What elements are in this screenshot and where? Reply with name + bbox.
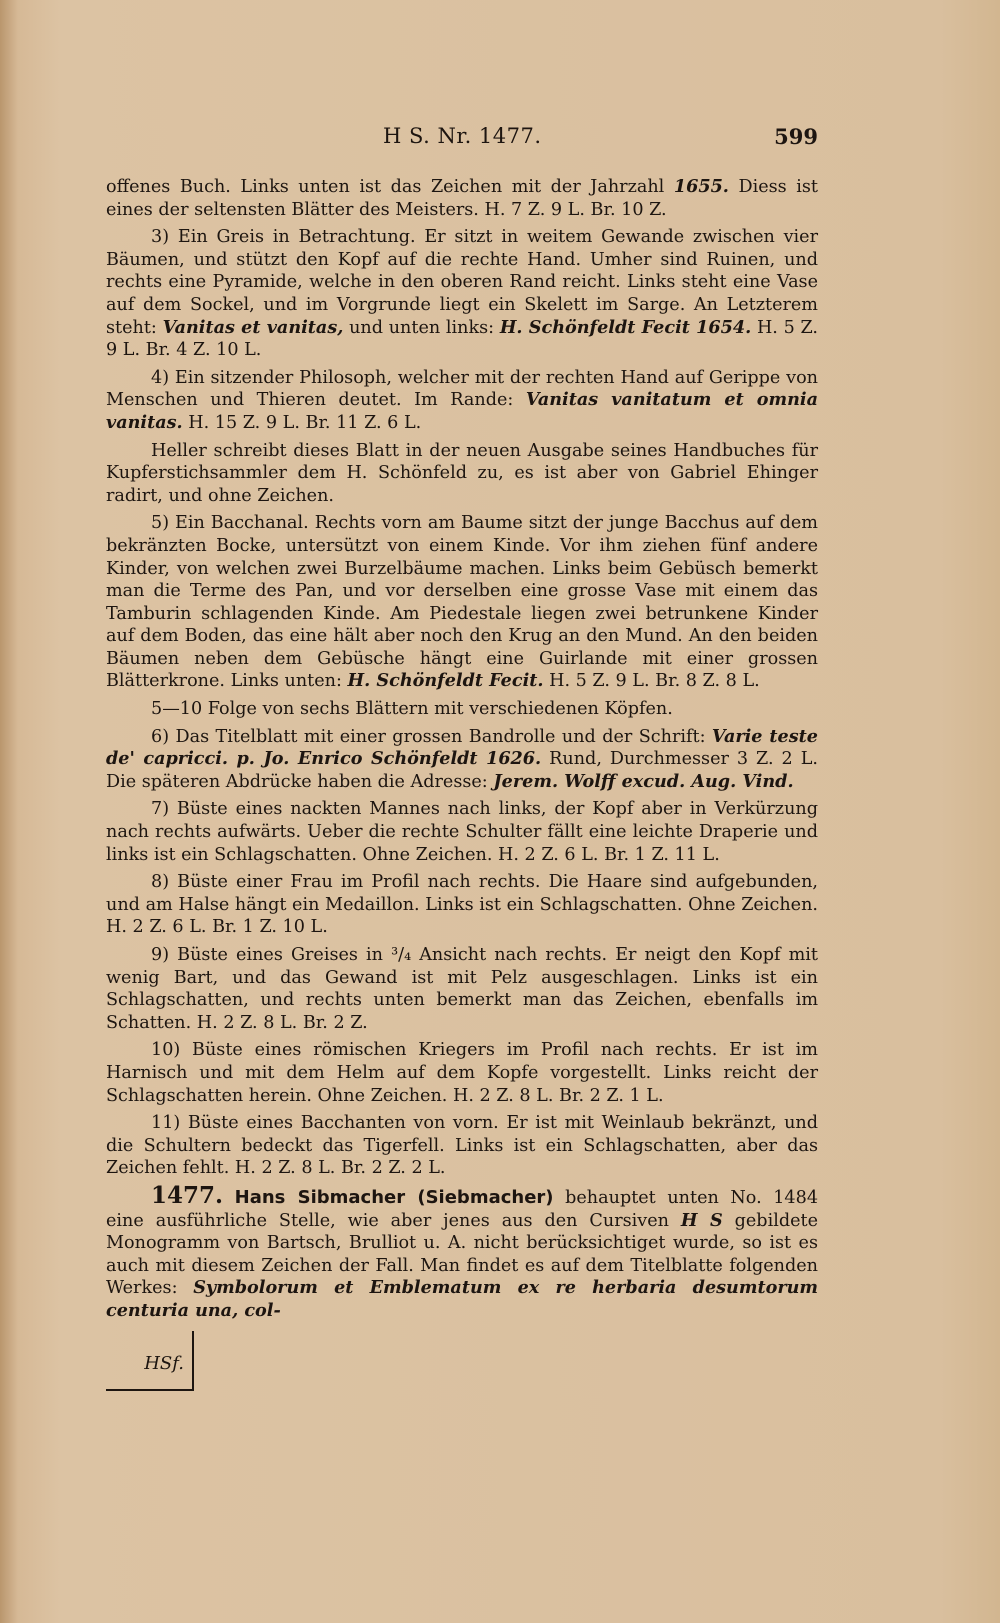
running-title: H S. Nr. 1477.	[383, 124, 542, 148]
entry-headline: 1477. Hans Sibmacher (Siebmacher) behauptet unten No. 1484 eine ausführliche Stelle, wie aber jenes aus den Cursiven H S gebildete Monogramm von Bartsch, Brulliot u. A. nicht berücksichtiget wurde, so ist es auch mit diesem Zeichen der Fall. Man findet es auf dem Titelblatte folgenden Werkes: Symbolorum et Emblematum ex re herbaria desumtorum centuria una, col-	[106, 1181, 819, 1321]
paragraph-item-4: 4) Ein sitzender Philosoph, welcher mit der rechten Hand auf Gerippe von Menschen und Thieren deutet. Im Rande: Vanitas vanitatum et omnia vanitas. H. 15 Z. 9 L. Br. 11 Z. 6 L.	[106, 367, 818, 433]
monogram-mark	[106, 1331, 194, 1391]
entry-1477	[106, 1181, 819, 1323]
paragraph-item-8: 8) Büste einer Frau im Profil nach rechts. Die Haare sind aufgebunden, und am Halse hängt ein Medaillon. Links ist ein Schlagschatten. Ohne Zeichen. H. 2 Z. 6 L. Br. 1 Z. 10 L.	[106, 872, 818, 938]
paragraph-item-3: 3) Ein Greis in Betrachtung. Er sitzt in weitem Gewande zwischen vier Bäumen, und stützt den Kopf auf die rechte Hand. Umher sind Ruinen, und rechts eine Pyramide, welche in den oberen Rand reicht. Links steht eine Vase auf dem Sockel, und im Vorgrunde liegt ein Skelett im Sarge. An Letzterem steht: Vanitas et vanitas, und unten links: H. Schönfeldt Fecit 1654. H. 5 Z. 9 L. Br. 4 Z. 10 L.	[106, 227, 818, 361]
artist-name: Hans Sibmacher (Siebmacher)	[234, 1186, 554, 1208]
page-number: 599	[774, 124, 818, 149]
paragraph-item-7: 7) Büste eines nackten Mannes nach links, der Kopf aber in Verkürzung nach rechts aufwärts. Ueber die rechte Schulter fällt eine leichte Draperie und links ist ein Schlagschatten. Ohne Zeichen. H. 2 Z. 6 L. Br. 1 Z. 11 L.	[106, 799, 818, 865]
text-body	[106, 176, 818, 1323]
paragraph-item-5: 5) Ein Bacchanal. Rechts vorn am Baume sitzt der junge Bacchus auf dem bekränzten Bocke, untersützt von einem Kinde. Vor ihm ziehen fünf andere Kinder, von welchen zwei Burzelbäume machen. Links beim Gebüsch bemerkt man die Terme des Pan, und vor derselben eine grosse Vase mit einem das Tamburin schlagenden Kinde. Am Piedestale liegen zwei betrunkene Kinder auf dem Boden, das eine hält aber noch den Krug an den Mund. An den beiden Bäumen neben dem Gebüsche hängt eine Guirlande mit einer grossen Blätterkrone. Links unten: H. Schönfeldt Fecit. H. 5 Z. 9 L. Br. 8 Z. 8 L.	[106, 513, 818, 692]
paragraph-item-11: 11) Büste eines Bacchanten von vorn. Er ist mit Weinlaub bekränzt, und die Schultern bedeckt das Tigerfell. Links ist ein Schlagschatten, aber das Zeichen fehlt. H. 2 Z. 8 L. Br. 2 Z. 2 L.	[106, 1113, 818, 1179]
paragraph-item-6: 6) Das Titelblatt mit einer grossen Bandrolle und der Schrift: Varie teste de' capricci. p. Jo. Enrico Schönfeldt 1626. Rund, Durchmesser 3 Z. 2 L. Die späteren Abdrücke haben die Adresse: Jerem. Wolff excud. Aug. Vind.	[106, 725, 818, 792]
entry-number: 1477.	[151, 1181, 224, 1209]
paragraph-item-9: 9) Büste eines Greises in ³/₄ Ansicht nach rechts. Er neigt den Kopf mit wenig Bart, und das Gewand ist mit Pelz ausgeschlagen. Links ist ein Schlagschatten, und rechts unten bemerkt man das Zeichen, ebenfalls im Schatten. H. 2 Z. 8 L. Br. 2 Z.	[106, 945, 818, 1033]
paragraph-continuation: offenes Buch. Links unten ist das Zeichen mit der Jahrzahl 1655. Diess ist eines der seltensten Blätter des Meisters. H. 7 Z. 9 L. Br. 10 Z.	[106, 176, 818, 220]
monogram-text: HSf.	[144, 1353, 184, 1374]
paragraph-note-heller: Heller schreibt dieses Blatt in der neuen Ausgabe seines Handbuches für Kupferstichsammler dem H. Schönfeld zu, es ist aber von Gabriel Ehinger radirt, und ohne Zeichen.	[106, 440, 818, 506]
paragraph-item-10: 10) Büste eines römischen Kriegers im Profil nach rechts. Er ist im Harnisch und mit dem Helm auf dem Kopfe vorgestellt. Links reicht der Schlagschatten herein. Ohne Zeichen. H. 2 Z. 8 L. Br. 2 Z. 1 L.	[106, 1040, 818, 1106]
paragraph-series-heading: 5—10 Folge von sechs Blättern mit verschiedenen Köpfen.	[151, 699, 673, 720]
running-header	[106, 124, 818, 156]
